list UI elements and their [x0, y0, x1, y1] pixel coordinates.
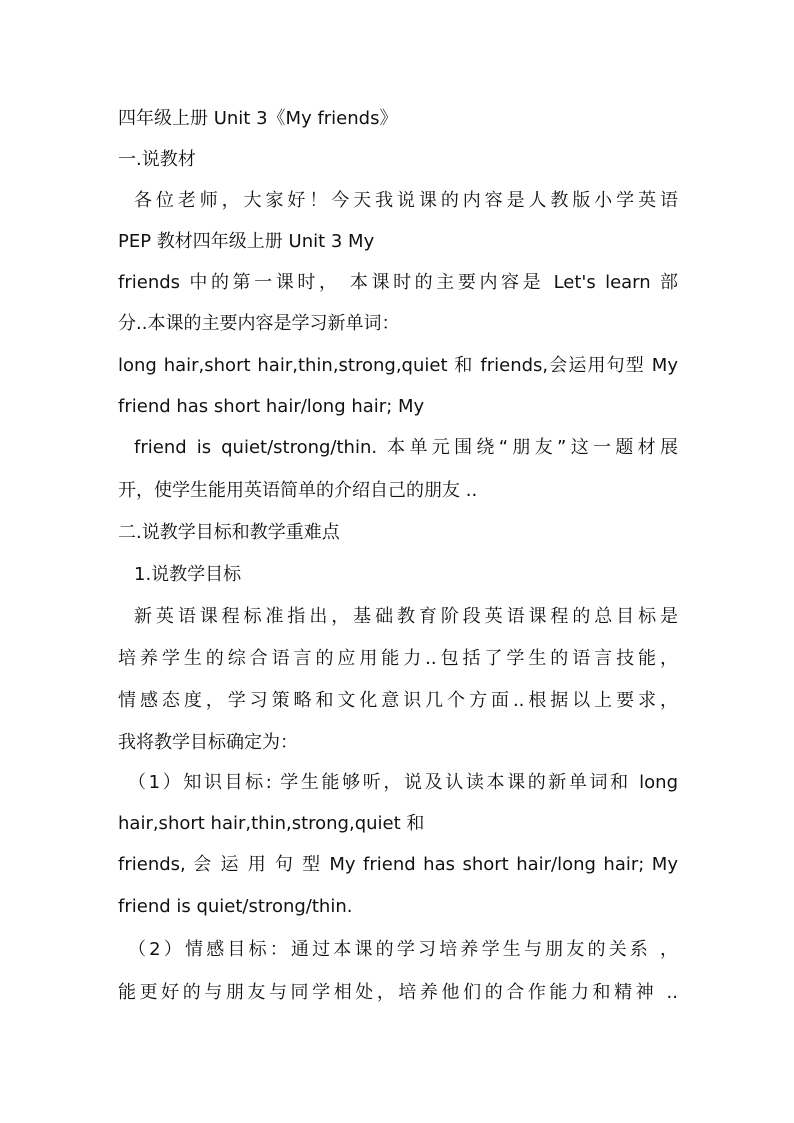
paragraph-line: friend is quiet/strong/thin. 本单元围绕“朋友”这一题材展: [134, 437, 678, 458]
document-title: 四年级上册 Unit 3《My friends》: [118, 108, 398, 129]
paragraph-line: long hair,short hair,thin,strong,quiet 和 friends,会运用句型 My: [118, 355, 678, 376]
paragraph-line: 开，使学生能用英语简单的介绍自己的朋友 ..: [118, 480, 478, 501]
paragraph-line: friend has short hair/long hair; My: [118, 396, 425, 417]
paragraph-line: 培养学生的综合语言的应用能力..包括了学生的语言技能，: [118, 648, 678, 669]
paragraph-line: 能更好的与朋友与同学相处，培养他们的合作能力和精神 ..: [118, 982, 678, 1003]
paragraph-line: 新英语课程标准指出，基础教育阶段英语课程的总目标是: [134, 606, 678, 627]
paragraph-line: friends, 会 运 用 句 型 My friend has short hair/long hair; My: [118, 854, 678, 875]
paragraph-line: 情感态度，学习策略和文化意识几个方面..根据以上要求，: [118, 690, 678, 711]
paragraph-line: （1）知识目标: 学生能够听，说及认读本课的新单词和 long: [128, 772, 678, 793]
paragraph-line: hair,short hair,thin,strong,quiet 和: [118, 813, 425, 834]
paragraph-line: friends 中的第一课时， 本课时的主要内容是 Let's learn 部: [118, 272, 678, 293]
paragraph-line: friend is quiet/strong/thin.: [118, 896, 353, 917]
paragraph-line: 各位老师，大家好！今天我说课的内容是人教版小学英语: [134, 190, 678, 211]
paragraph-line: PEP 教材四年级上册 Unit 3 My: [118, 231, 375, 252]
section-heading-textbook: 一.说教材: [118, 149, 196, 170]
subsection-heading-objectives: 1.说教学目标: [134, 564, 242, 585]
paragraph-line: 分..本课的主要内容是学习新单词：: [118, 313, 400, 334]
section-heading-objectives: 二.说教学目标和教学重难点: [118, 522, 340, 543]
paragraph-line: （2）情感目标：通过本课的学习培养学生与朋友的关系 ，: [128, 939, 678, 960]
paragraph-line: 我将教学目标确定为：: [118, 732, 298, 753]
